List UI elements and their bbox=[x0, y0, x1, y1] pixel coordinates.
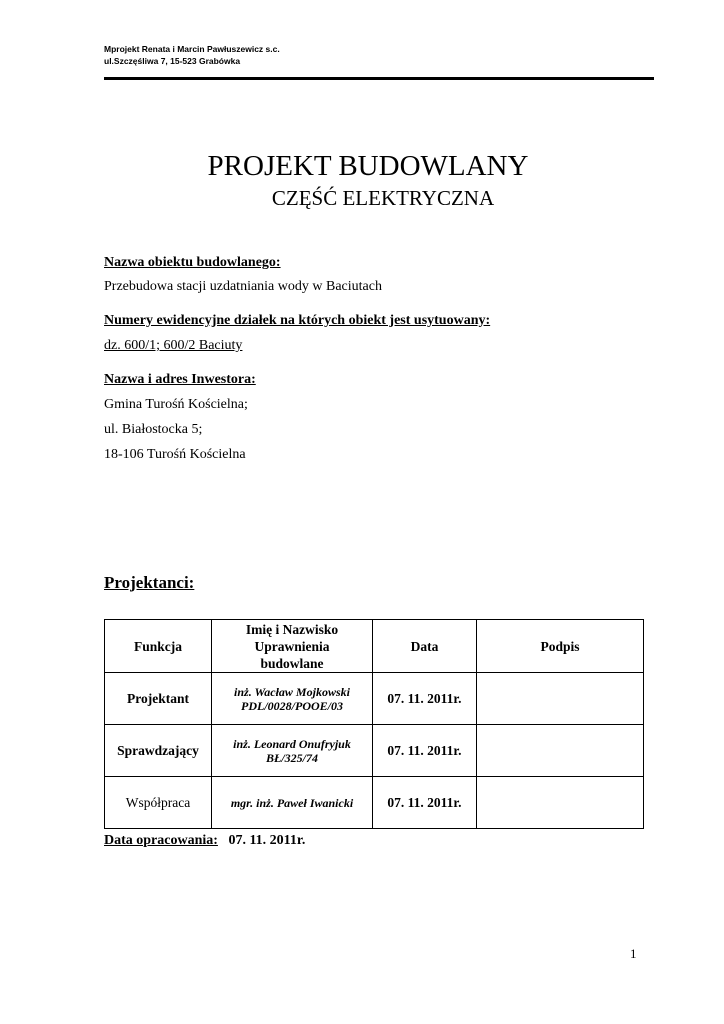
row-date: 07. 11. 2011r. bbox=[373, 673, 477, 725]
row-license: PDL/0028/POOE/03 bbox=[241, 698, 343, 713]
row-license: BŁ/325/74 bbox=[265, 750, 318, 765]
row-date: 07. 11. 2011r. bbox=[373, 725, 477, 777]
row-name: mgr. inż. Paweł Iwanicki bbox=[230, 795, 354, 810]
row-name-cell bbox=[212, 777, 373, 829]
table-header-row bbox=[105, 620, 644, 673]
column-header-name-line1: Imię i Nazwisko bbox=[245, 621, 339, 637]
table-row bbox=[105, 725, 644, 777]
investor-city: 18-106 Turośń Kościelna bbox=[104, 447, 246, 462]
designers-table bbox=[104, 619, 644, 829]
column-header-function: Funkcja bbox=[105, 620, 212, 673]
row-name-cell bbox=[212, 725, 373, 777]
parcels-value: dz. 600/1; 600/2 Baciuty bbox=[104, 338, 243, 353]
column-header-date: Data bbox=[373, 620, 477, 673]
company-address: ul.Szczęśliwa 7, 15-523 Grabówka bbox=[104, 56, 241, 66]
company-header bbox=[104, 43, 280, 67]
company-name: Mprojekt Renata i Marcin Pawłuszewicz s.c. bbox=[104, 44, 280, 54]
document-subtitle: CZĘŚĆ ELEKTRYCZNA bbox=[271, 186, 495, 210]
row-name: inż. Wacław Mojkowski bbox=[234, 684, 350, 699]
table-row bbox=[105, 777, 644, 829]
row-name-cell bbox=[212, 673, 373, 725]
column-header-name-line3: budowlane bbox=[260, 655, 324, 671]
preparation-date-label: Data opracowania: bbox=[104, 833, 218, 848]
row-function: Sprawdzający bbox=[105, 725, 212, 777]
object-name-value: Przebudowa stacji uzdatniania wody w Baciutach bbox=[104, 279, 382, 294]
row-signature bbox=[477, 777, 644, 829]
table-row bbox=[105, 673, 644, 725]
preparation-date bbox=[104, 832, 305, 850]
investor-street: ul. Białostocka 5; bbox=[104, 422, 203, 437]
column-header-name-line2: Uprawnienia bbox=[254, 638, 330, 654]
row-function: Współpraca bbox=[105, 777, 212, 829]
preparation-date-value: 07. 11. 2011r. bbox=[228, 833, 306, 848]
header-divider bbox=[104, 77, 654, 80]
investor-label: Nazwa i adres Inwestora: bbox=[104, 372, 256, 387]
column-header-signature: Podpis bbox=[477, 620, 644, 673]
parcels-label: Numery ewidencyjne działek na których obiekt jest usytuowany: bbox=[104, 313, 491, 328]
row-name: inż. Leonard Onufryjuk bbox=[233, 736, 351, 751]
investor-name: Gmina Turośń Kościelna; bbox=[104, 397, 248, 412]
page-number: 1 bbox=[630, 946, 637, 961]
document-title: PROJEKT BUDOWLANY bbox=[207, 150, 529, 182]
row-function: Projektant bbox=[105, 673, 212, 725]
object-name-label: Nazwa obiektu budowlanego: bbox=[104, 255, 281, 270]
row-signature bbox=[477, 725, 644, 777]
designers-heading: Projektanci: bbox=[104, 573, 195, 592]
row-date: 07. 11. 2011r. bbox=[373, 777, 477, 829]
row-signature bbox=[477, 673, 644, 725]
column-header-name bbox=[212, 620, 373, 673]
